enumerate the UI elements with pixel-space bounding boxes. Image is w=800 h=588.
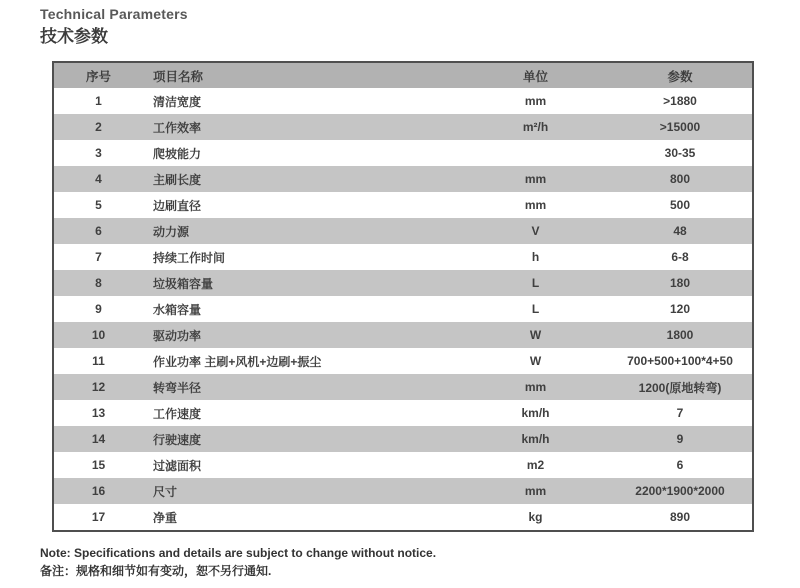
- technical-parameters-table: [52, 61, 754, 532]
- table-row: [53, 296, 753, 322]
- row-parameter-cell: 120: [608, 296, 753, 322]
- table-row: [53, 140, 753, 166]
- table-row: [53, 244, 753, 270]
- row-unit-cell: mm: [463, 192, 608, 218]
- table-row: [53, 166, 753, 192]
- row-number-cell: 16: [53, 478, 143, 504]
- page-title-english: Technical Parameters: [40, 6, 188, 22]
- row-number-cell: 6: [53, 218, 143, 244]
- row-item-name-cell: 边刷直径: [143, 192, 463, 218]
- row-parameter-cell: 500: [608, 192, 753, 218]
- row-parameter-cell: >15000: [608, 114, 753, 140]
- table-row: [53, 452, 753, 478]
- row-parameter-cell: 6-8: [608, 244, 753, 270]
- row-item-name-cell: 转弯半径: [143, 374, 463, 400]
- row-unit-cell: km/h: [463, 426, 608, 452]
- table-row: [53, 322, 753, 348]
- row-parameter-cell: 48: [608, 218, 753, 244]
- column-header-no: 序号: [53, 62, 143, 88]
- row-number-cell: 4: [53, 166, 143, 192]
- row-parameter-cell: 1800: [608, 322, 753, 348]
- row-item-name-cell: 主刷长度: [143, 166, 463, 192]
- table-body: [53, 88, 753, 531]
- row-item-name-cell: 净重: [143, 504, 463, 531]
- table-row: [53, 192, 753, 218]
- row-unit-cell: mm: [463, 166, 608, 192]
- row-unit-cell: m²/h: [463, 114, 608, 140]
- row-unit-cell: L: [463, 296, 608, 322]
- row-parameter-cell: 890: [608, 504, 753, 531]
- table-row: [53, 218, 753, 244]
- row-item-name-cell: 水箱容量: [143, 296, 463, 322]
- note-chinese: 备注：规格和细节如有变动，恕不另行通知.: [40, 564, 272, 578]
- column-header-item-name: 项目名称: [143, 62, 463, 88]
- row-parameter-cell: 800: [608, 166, 753, 192]
- table-row: [53, 270, 753, 296]
- table-row: [53, 114, 753, 140]
- row-unit-cell: kg: [463, 504, 608, 531]
- table-row: [53, 400, 753, 426]
- row-parameter-cell: 9: [608, 426, 753, 452]
- row-number-cell: 3: [53, 140, 143, 166]
- row-parameter-cell: 1200(原地转弯): [608, 374, 753, 400]
- row-item-name-cell: 驱动功率: [143, 322, 463, 348]
- row-parameter-cell: 7: [608, 400, 753, 426]
- row-parameter-cell: 2200*1900*2000: [608, 478, 753, 504]
- row-number-cell: 5: [53, 192, 143, 218]
- row-number-cell: 1: [53, 88, 143, 114]
- table-row: [53, 348, 753, 374]
- row-parameter-cell: 6: [608, 452, 753, 478]
- row-item-name-cell: 工作速度: [143, 400, 463, 426]
- row-number-cell: 7: [53, 244, 143, 270]
- row-parameter-cell: 700+500+100*4+50: [608, 348, 753, 374]
- table-row: [53, 88, 753, 114]
- row-unit-cell: W: [463, 348, 608, 374]
- row-item-name-cell: 动力源: [143, 218, 463, 244]
- row-item-name-cell: 爬坡能力: [143, 140, 463, 166]
- column-header-unit: 单位: [463, 62, 608, 88]
- row-item-name-cell: 行驶速度: [143, 426, 463, 452]
- row-unit-cell: km/h: [463, 400, 608, 426]
- row-item-name-cell: 作业功率 主刷+风机+边刷+振尘: [143, 348, 463, 374]
- row-unit-cell: L: [463, 270, 608, 296]
- row-number-cell: 9: [53, 296, 143, 322]
- row-number-cell: 15: [53, 452, 143, 478]
- row-number-cell: 12: [53, 374, 143, 400]
- row-parameter-cell: 30-35: [608, 140, 753, 166]
- row-number-cell: 17: [53, 504, 143, 531]
- row-item-name-cell: 持续工作时间: [143, 244, 463, 270]
- row-parameter-cell: >1880: [608, 88, 753, 114]
- table-row: [53, 374, 753, 400]
- row-number-cell: 10: [53, 322, 143, 348]
- row-parameter-cell: 180: [608, 270, 753, 296]
- table-row: [53, 478, 753, 504]
- row-item-name-cell: 垃圾箱容量: [143, 270, 463, 296]
- row-item-name-cell: 工作效率: [143, 114, 463, 140]
- row-unit-cell: h: [463, 244, 608, 270]
- row-number-cell: 11: [53, 348, 143, 374]
- page-title-chinese: 技术参数: [40, 27, 108, 46]
- table-header: [53, 62, 753, 88]
- row-item-name-cell: 尺寸: [143, 478, 463, 504]
- row-item-name-cell: 清洁宽度: [143, 88, 463, 114]
- row-unit-cell: mm: [463, 374, 608, 400]
- row-number-cell: 8: [53, 270, 143, 296]
- row-item-name-cell: 过滤面积: [143, 452, 463, 478]
- row-number-cell: 2: [53, 114, 143, 140]
- row-number-cell: 14: [53, 426, 143, 452]
- row-unit-cell: mm: [463, 88, 608, 114]
- row-unit-cell: V: [463, 218, 608, 244]
- table-header-row: [53, 62, 753, 88]
- column-header-parameter: 参数: [608, 62, 753, 88]
- row-unit-cell: W: [463, 322, 608, 348]
- footer-notes: [40, 545, 760, 580]
- row-unit-cell: m2: [463, 452, 608, 478]
- note-english: Note: Specifications and details are subject to change without notice.: [40, 546, 437, 560]
- row-number-cell: 13: [53, 400, 143, 426]
- row-unit-cell: [463, 140, 608, 166]
- table-row: [53, 504, 753, 531]
- table-row: [53, 426, 753, 452]
- row-unit-cell: mm: [463, 478, 608, 504]
